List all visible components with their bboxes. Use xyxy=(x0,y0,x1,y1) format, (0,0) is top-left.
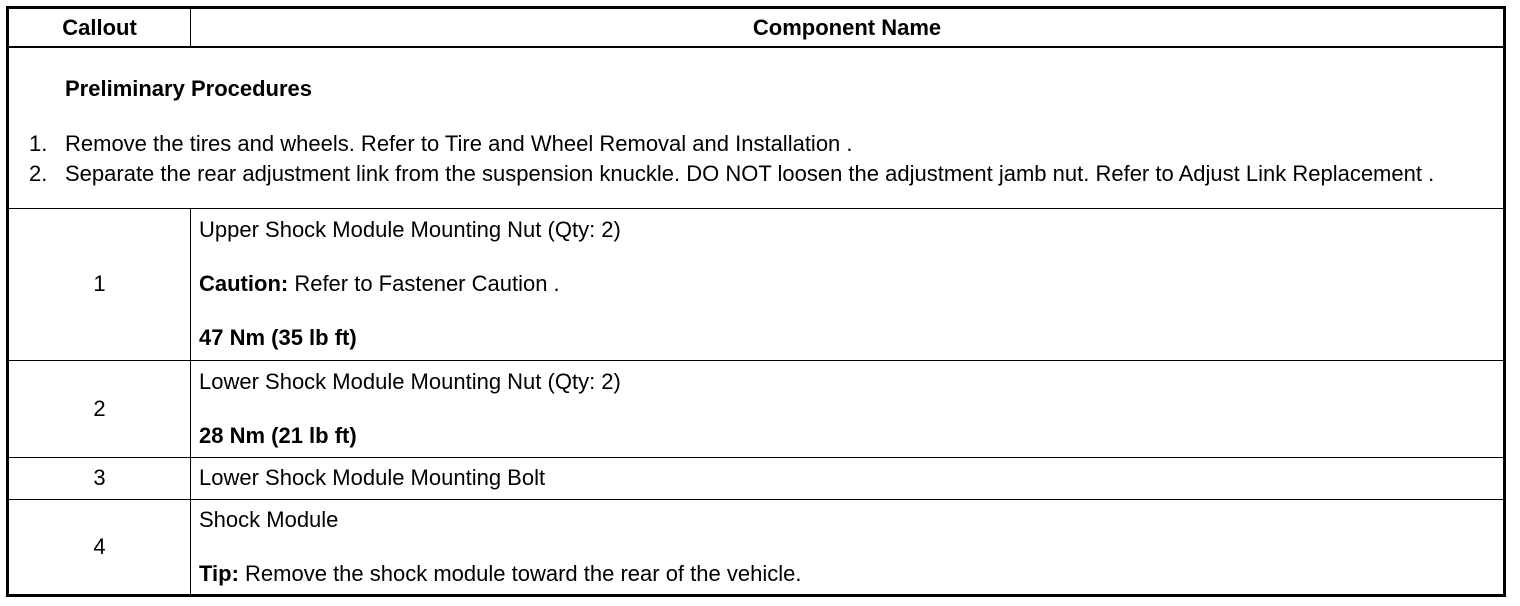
component-cell xyxy=(191,499,1505,595)
component-cell xyxy=(191,457,1505,499)
callout-number: 1 xyxy=(8,208,191,360)
table-row xyxy=(8,208,1505,360)
component-name-header: Component Name xyxy=(191,8,1505,48)
tip-note xyxy=(199,560,1495,588)
component-cell xyxy=(191,208,1505,360)
callout-number: 2 xyxy=(8,360,191,457)
component-cell xyxy=(191,360,1505,457)
preliminary-step xyxy=(23,159,1493,189)
tip-label: Tip: xyxy=(199,560,239,586)
preliminary-steps-list xyxy=(23,129,1493,189)
torque-spec: 28 Nm (21 lb ft) xyxy=(199,422,357,448)
component-name: Shock Module xyxy=(199,506,339,532)
table-row xyxy=(8,457,1505,499)
callout-number: 4 xyxy=(8,499,191,595)
component-name: Upper Shock Module Mounting Nut (Qty: 2) xyxy=(199,217,621,242)
caution-note xyxy=(199,270,1495,298)
step-text: Separate the rear adjustment link from the suspension knuckle. DO NOT loosen the adjustment jamb nut. Refer to Adjust Link Replacement . xyxy=(65,160,1435,186)
step-number: 2. xyxy=(29,160,48,186)
caution-text: Refer to Fastener Caution . xyxy=(288,271,560,296)
preliminary-row xyxy=(8,47,1505,208)
callout-header: Callout xyxy=(8,8,191,48)
step-text: Remove the tires and wheels. Refer to Tire and Wheel Removal and Installation . xyxy=(65,130,853,156)
preliminary-procedures-cell xyxy=(8,47,1505,208)
callout-number: 3 xyxy=(8,457,191,499)
component-table xyxy=(6,6,1506,597)
caution-label: Caution: xyxy=(199,271,289,296)
preliminary-procedures-title: Preliminary Procedures xyxy=(65,75,313,101)
torque-spec: 47 Nm (35 lb ft) xyxy=(199,325,357,350)
header-row xyxy=(8,8,1505,48)
table-row xyxy=(8,499,1505,595)
component-name: Lower Shock Module Mounting Nut (Qty: 2) xyxy=(199,368,621,394)
tip-text: Remove the shock module toward the rear of the vehicle. xyxy=(238,560,802,586)
preliminary-step xyxy=(23,129,1493,159)
step-number: 1. xyxy=(29,130,48,156)
table-row xyxy=(8,360,1505,457)
table-header xyxy=(8,8,1505,48)
component-name: Lower Shock Module Mounting Bolt xyxy=(199,465,546,490)
